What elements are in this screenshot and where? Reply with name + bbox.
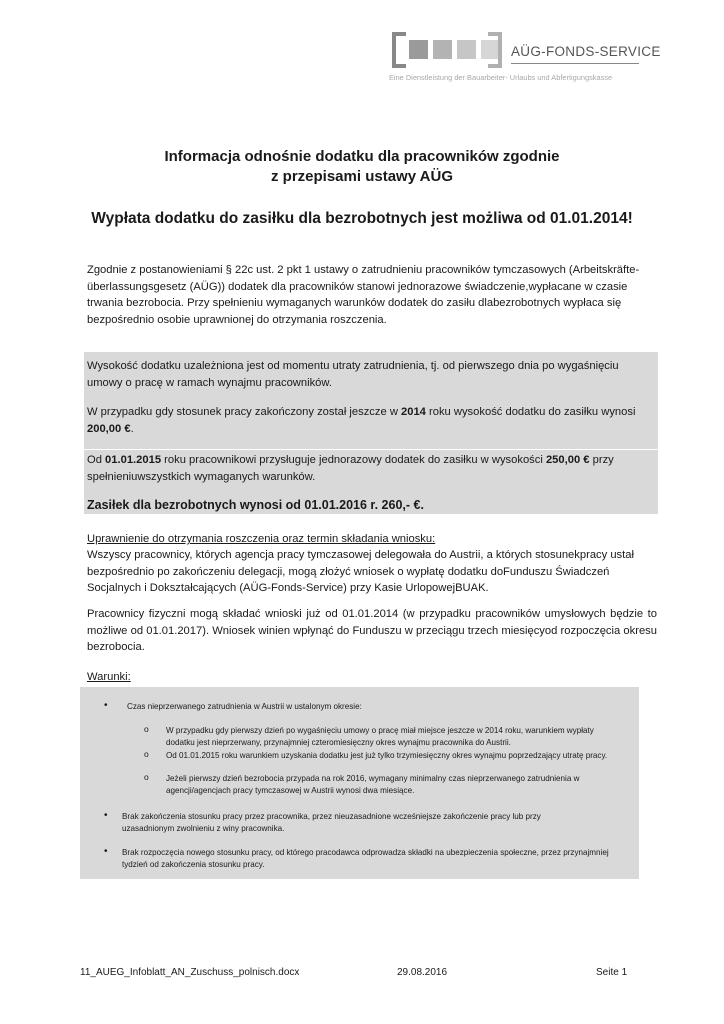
bullet-2: • — [104, 810, 108, 821]
logo-square-3 — [457, 40, 476, 59]
condition-1-sub-3: Jeżeli pierwszy dzień bezrobocia przypada na rok 2016, wymagany minimalny czas nieprzerwanego zatrudnienia w agencji/agencjach pracy tymczasowej w Austrii wynosi dwa miesiące. — [166, 774, 580, 795]
condition-3: Brak rozpoczęcia nowego stosunku pracy, od którego pracodawca odprowadza składki na ubezpieczenia społeczne, przez przynajmniej tydzień od zakończenia stosunku pracy. — [122, 848, 609, 869]
logo-tagline: Eine Dienstleistung der Bauarbeiter- Urlaubs und Abfertigungskasse — [389, 73, 613, 82]
amount-paragraph-2: W przypadku gdy stosunek pracy zakończony został jeszcze w 2014 roku wysokość dodatku do zasiłku wynosi 200,00 €. — [87, 406, 636, 435]
footer-filename: 11_AUEG_Infoblatt_AN_Zuschuss_polnisch.docx — [80, 967, 300, 978]
logo-underline — [511, 63, 639, 64]
logo-square-1 — [409, 40, 428, 59]
page-title-line2: z przepisami ustawy AÜG — [271, 168, 453, 185]
sub-bullet-2: o — [144, 749, 149, 759]
intro-paragraph: Zgodnie z postanowieniami § 22c ust. 2 pkt 1 ustawy o zatrudnieniu pracowników tymczasowych (Arbeitskräfte-überlassungsgesetz (AÜG)) dodatek dla pracowników stanowi jednorazowe świadczenie,wypłacane w czasie trwania bezrobocia. Przy spełnieniu wymaganych warunków dodatek do zasiłu dlabezrobotnych wypłaca się bezpośrednio osobie uprawnionej do otrzymania roszczenia. — [87, 264, 640, 326]
deadline-text: Pracownicy fizyczni mogą składać wnioski już od 01.01.2014 (w przypadku pracowników umysłowych będzie to możliwe od 01.01.2017). Wniosek winien wpłynąć do Funduszu w przeciągu trzech miesięcyod rozpoczęcia okresu bezrobocia. — [87, 608, 657, 653]
footer-page: Seite 1 — [596, 967, 628, 978]
entitlement-text: Wszyscy pracownicy, których agencja pracy tymczasowej delegowała do Austrii, a których stosunekpracy ustał bezpośrednio po zakończeniu delegacji, mogą złożyć wniosek o wypłatę dodatku doFunduszu Świadczeń Socjalnych i Dokształcających (AÜG-Fonds-Service) przy Kasie UrlopowejBUAK. — [87, 549, 634, 594]
logo-right-bracket — [488, 32, 502, 68]
conditions-heading: Warunki: — [87, 671, 131, 683]
amount-paragraph-3: Od 01.01.2015 roku pracownikowi przysługuje jednorazowy dodatek do zasiłku w wysokości 250,00 € przy spełnieniuwszystkich wymaganych warunków. — [87, 454, 614, 483]
bullet-3: • — [104, 846, 108, 857]
bullet-1: • — [104, 700, 108, 711]
condition-1-sub-2: Od 01.01.2015 roku warunkiem uzyskania dodatku jest już tylko trzymiesięczny okres wynajmu poprzedzający utratę pracy. — [166, 751, 608, 760]
logo-square-2 — [433, 40, 452, 59]
page-title-line1: Informacja odnośnie dodatku dla pracowników zgodnie — [164, 148, 560, 165]
logo-name: AÜG-FONDS-SERVICE — [511, 44, 661, 59]
amount-2016-line: Zasiłek dla bezrobotnych wynosi od 01.01.2016 r. 260,- €. — [87, 498, 424, 512]
amount-paragraph-1: Wysokość dodatku uzależniona jest od momentu utraty zatrudnienia, tj. od pierwszego dnia po wygaśnięciu umowy o pracę w ramach wynajmu pracowników. — [87, 360, 619, 389]
footer-date: 29.08.2016 — [397, 967, 448, 978]
sub-bullet-3: o — [144, 772, 149, 782]
amount-box-divider — [84, 449, 658, 450]
condition-1: Czas nieprzerwanego zatrudnienia w Austrii w ustalonym okresie: — [127, 702, 362, 711]
logo-left-bracket — [392, 32, 406, 68]
page-subheading: Wypłata dodatku do zasiłku dla bezrobotnych jest możliwa od 01.01.2014! — [91, 210, 633, 227]
condition-1-sub-1: W przypadku gdy pierwszy dzień po wygaśnięciu umowy o pracę miał miejsce jeszcze w 2014 roku, warunkiem wypłaty dodatku jest nieprzerwany, przynajmniej czteromiesięczny okres wynajmu pracownika do Austrii. — [166, 726, 594, 747]
sub-bullet-1: o — [144, 724, 149, 734]
entitlement-heading: Uprawnienie do otrzymania roszczenia oraz termin składania wniosku: — [87, 533, 436, 545]
condition-2: Brak zakończenia stosunku pracy przez pracownika, przez nieuzasadnione wcześniejsze zakończenie pracy lub przy uzasadnionym zwolnieniu z winy pracownika. — [122, 812, 541, 833]
